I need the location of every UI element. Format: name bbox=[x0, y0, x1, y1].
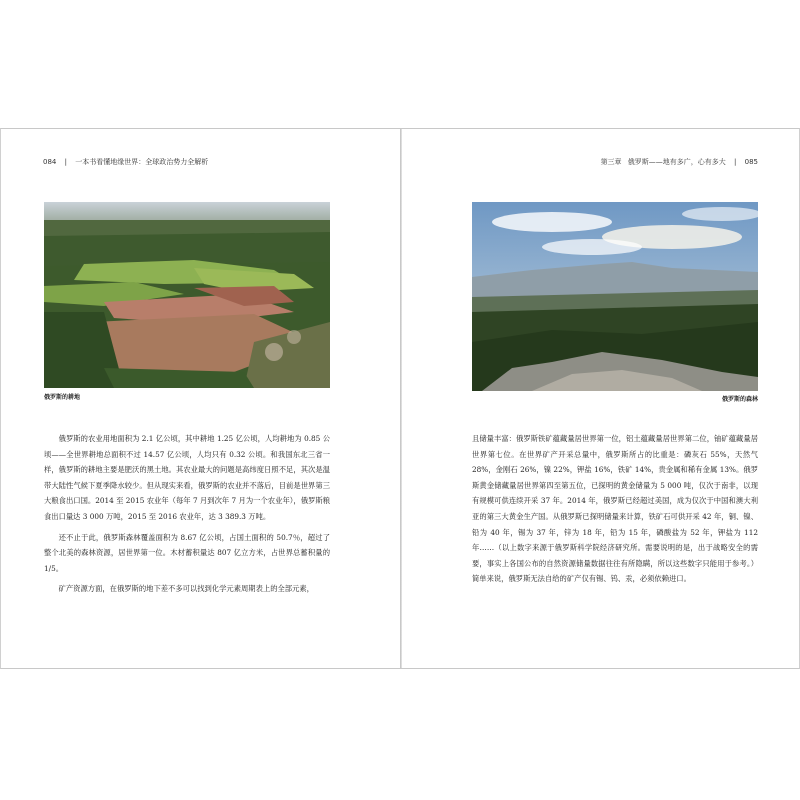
left-photo-caption: 俄罗斯的耕地 bbox=[44, 394, 81, 401]
right-page bbox=[402, 129, 800, 668]
left-page-number: 084 bbox=[43, 158, 57, 166]
farmland-photo bbox=[44, 202, 330, 388]
forest-photo bbox=[472, 202, 758, 391]
aerial-farmland-icon bbox=[44, 202, 330, 388]
right-running-header bbox=[601, 157, 758, 167]
header-separator: | bbox=[734, 158, 737, 166]
left-running-header bbox=[43, 157, 208, 167]
right-photo-caption: 俄罗斯的森林 bbox=[721, 396, 758, 403]
left-body-text bbox=[44, 431, 330, 602]
chapter-title: 俄罗斯——地有多广，心有多大 bbox=[627, 158, 726, 166]
left-page bbox=[1, 129, 400, 668]
right-body-text bbox=[472, 431, 758, 592]
chapter-number: 第三章 bbox=[600, 158, 622, 166]
book-title: 一本书看懂地缘世界：全球政治势力全解析 bbox=[75, 158, 209, 166]
paragraph: 矿产资源方面，在俄罗斯的地下差不多可以找到化学元素周期表上的全部元素， bbox=[58, 584, 314, 594]
header-separator: | bbox=[64, 158, 67, 166]
right-page-number: 085 bbox=[744, 158, 758, 166]
forest-landscape-icon bbox=[472, 202, 758, 391]
paragraph: 还不止于此，俄罗斯森林覆盖面积为 8.67 亿公顷，占国土面积的 50.7％，超过了整个北美的森林资源，居世界第一位。木材蓄积量达 807 亿立方米，占世界总蓄积量的 1/5。 bbox=[44, 532, 330, 573]
book-spread bbox=[0, 128, 800, 669]
paragraph: 俄罗斯的农业用地面积为 2.1 亿公顷，其中耕地 1.25 亿公顷，人均耕地为 0.85 公顷——全世界耕地总面积不过 14.57 亿公顷，人均只有 0.32 公顷。和我国东北三省一样，俄罗斯的耕地主要是肥沃的黑土地。其农业最大的问题是高纬度日照不足，其次是温带大陆性气候下夏季降水较少。但从现实来看，俄罗斯的农业并不落后，目前是世界第三大粮食出口国。2014 至 2015 农业年（每年 7 月到次年 7 月为一个农业年），俄罗斯粮食出口量达 3 000 万吨，2015 至 2016 农业年，达 3 389.3 万吨。 bbox=[44, 434, 330, 521]
paragraph: 且储量丰富：俄罗斯铁矿蕴藏量居世界第一位，铝土蕴藏量居世界第二位，铀矿蕴藏量居世界第七位。在世界矿产开采总量中，俄罗斯所占的比重是：磷灰石 55%，天然气 28%，金刚石 26%，镍 22%，钾盐 16%，铁矿 14%，贵金属和稀有金属 13%。俄罗斯黄金储藏量居世界第四至第五位，已探明的黄金储量为 5 000 吨，仅次于南非，以现有规模可供连续开采 37 年。2014 年，俄罗斯已经超过美国，成为仅次于中国和澳大利亚的第三大黄金生产国。从俄罗斯已探明储量来计算，铁矿石可供开采 42 年，铜、镍、铅为 40 年，锡为 37 年，锌为 18 年，铅为 15 年，磷酸盐为 52 年，钾盐为 112 年……（以上数字来源于俄罗斯科学院经济研究所。需要说明的是，出于战略安全的需要，事实上各国公布的自然资源储量数据往往有所隐瞒，所以这些数字只能用于参考。）简单来说，俄罗斯无法自给的矿产仅有锡、钨、汞，必须依赖进口。 bbox=[472, 434, 758, 584]
